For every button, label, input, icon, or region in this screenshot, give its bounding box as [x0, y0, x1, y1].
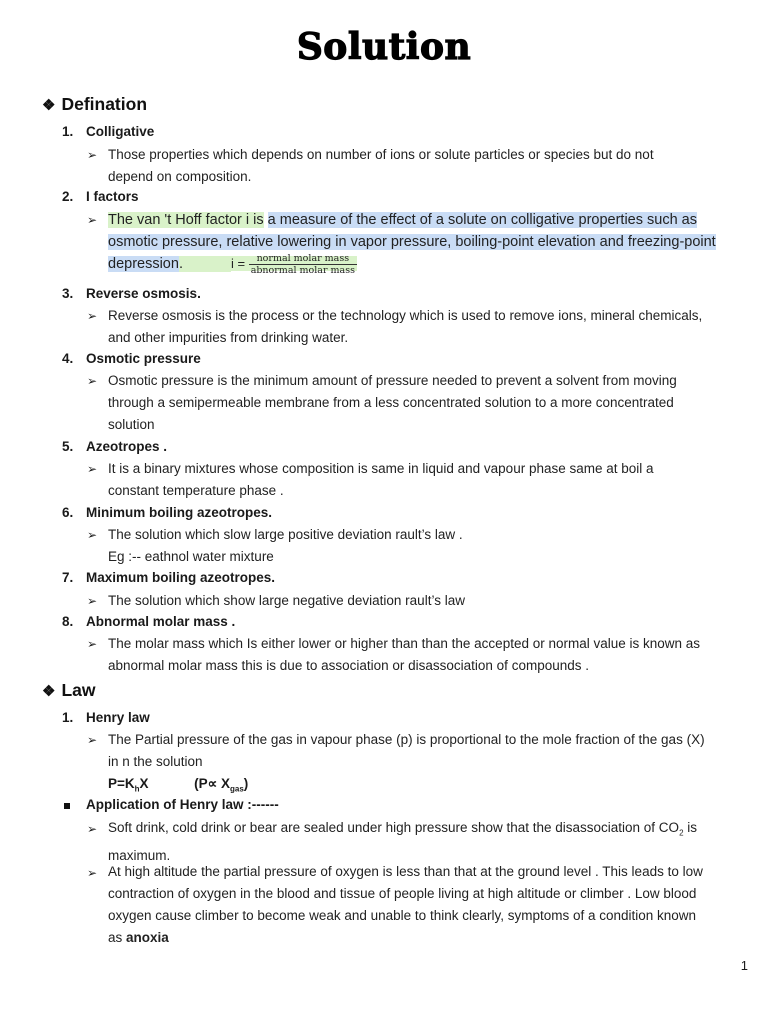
formula-fraction: $\frac{\text{normal molar mass}}{\text{abnormal molar mass}}$ [250, 253, 355, 277]
item-title-i-factors: I factors [86, 189, 139, 204]
definition-text-azeotropes: It is a binary mixtures whose composition is same in liquid and vapour phase same at boil a constant temperature phase . [108, 461, 654, 498]
arrow-bullet-icon: ➢ [87, 462, 98, 476]
arrow-bullet-icon: ➢ [87, 213, 98, 227]
item-number: 6. [62, 505, 74, 520]
item-number: 4. [62, 351, 74, 366]
definition-text-colligative: Those properties which depends on number of ions or solute particles or species but do not depend on composition. [108, 147, 654, 184]
arrow-bullet-icon: ➢ [87, 637, 98, 651]
application-point-soft-drink: Soft drink, cold drink or bear are sealed under high pressure show that the disassociation of $CO_2$ is maximum. [108, 820, 698, 863]
arrow-bullet-icon: ➢ [87, 309, 98, 323]
page-number: 1 [740, 958, 748, 973]
application-heading: Application of Henry law :------ [86, 797, 279, 812]
law-text-henry: The Partial pressure of the gas in vapour phase (p) is proportional to the mole fraction of the gas (X) in n the solution [108, 732, 705, 769]
item-title-reverse-osmosis: Reverse osmosis. [86, 286, 201, 301]
item-title-minimum-boiling: Minimum boiling azeotropes. [86, 505, 273, 520]
arrow-bullet-icon: ➢ [87, 733, 98, 747]
item-title-henry-law: Henry law [86, 710, 150, 725]
item-number: 8. [62, 614, 74, 629]
application-point-altitude: At high altitude the partial pressure of oxygen is less than that at the ground level . This leads to low contraction of oxygen in the blood and tissue of people living at high altitude or climber . Low blood oxygen cause climber to become weak and unable to think clearly, symptoms of a condition known as anoxia [108, 864, 703, 945]
vant-hoff-formula: i = $\frac{\text{normal molar mass}}{\text{abnormal molar mass}}$ [230, 253, 355, 277]
square-bullet-icon [64, 803, 70, 809]
item-title-colligative: Colligative [86, 124, 155, 139]
anoxia-term: anoxia [126, 930, 169, 945]
arrow-bullet-icon: ➢ [87, 866, 98, 880]
section-heading-law: ❖ Law [42, 680, 96, 700]
arrow-bullet-icon: ➢ [87, 374, 98, 388]
section-heading-definition: ❖ Defination [42, 94, 148, 114]
arrow-bullet-icon: ➢ [87, 822, 98, 836]
item-number: 5. [62, 439, 74, 454]
arrow-bullet-icon: ➢ [87, 148, 98, 162]
diamond-bullet-icon: ❖ [42, 683, 56, 700]
definition-text-i-factors: The van 't Hoff factor i is a measure of the effect of a solute on colligative properties such as osmotic pressure, relative lowering in vapor pressure, boiling-point elevation and freezing-point depression. i = $\frac{\text{normal molar mass}}{\text{abnormal molar mass}}$ [108, 212, 716, 277]
item-number: 2. [62, 189, 74, 204]
definition-text-reverse-osmosis: Reverse osmosis is the process or the technology which is used to remove ions, mineral chemicals, and other impurities from drinking water. [108, 308, 703, 345]
page-title: Solution [296, 26, 472, 68]
henry-law-formula: $P=K_hX$ $(P\propto X_{gas})$ [108, 776, 249, 794]
definition-text-abnormal-molar-mass: The molar mass which Is either lower or higher than than the accepted or normal value is known as abnormal molar mass this is due to association or disassociation of compounds . [108, 636, 701, 673]
item-title-azeotropes: Azeotropes . [86, 439, 168, 454]
definition-text-minimum-boiling: The solution which slow large positive deviation rault’s law . Eg :-- eathnol water mixture [108, 527, 463, 564]
arrow-bullet-icon: ➢ [87, 594, 98, 608]
item-title-osmotic-pressure: Osmotic pressure [86, 351, 201, 366]
definition-text-osmotic-pressure: Osmotic pressure is the minimum amount of pressure needed to prevent a solvent from moving through a semipermeable membrane from a less concentrated solution to a more concentrated solution [108, 373, 677, 432]
item-title-maximum-boiling: Maximum boiling azeotropes. [86, 570, 276, 585]
arrow-bullet-icon: ➢ [87, 528, 98, 542]
item-number: 1. [62, 124, 74, 139]
item-number: 3. [62, 286, 74, 301]
diamond-bullet-icon: ❖ [42, 97, 56, 114]
definition-text-maximum-boiling: The solution which show large negative deviation rault’s law [108, 593, 465, 608]
item-title-abnormal-molar-mass: Abnormal molar mass . [86, 614, 236, 629]
item-number: 1. [62, 710, 74, 725]
item-number: 7. [62, 570, 74, 585]
